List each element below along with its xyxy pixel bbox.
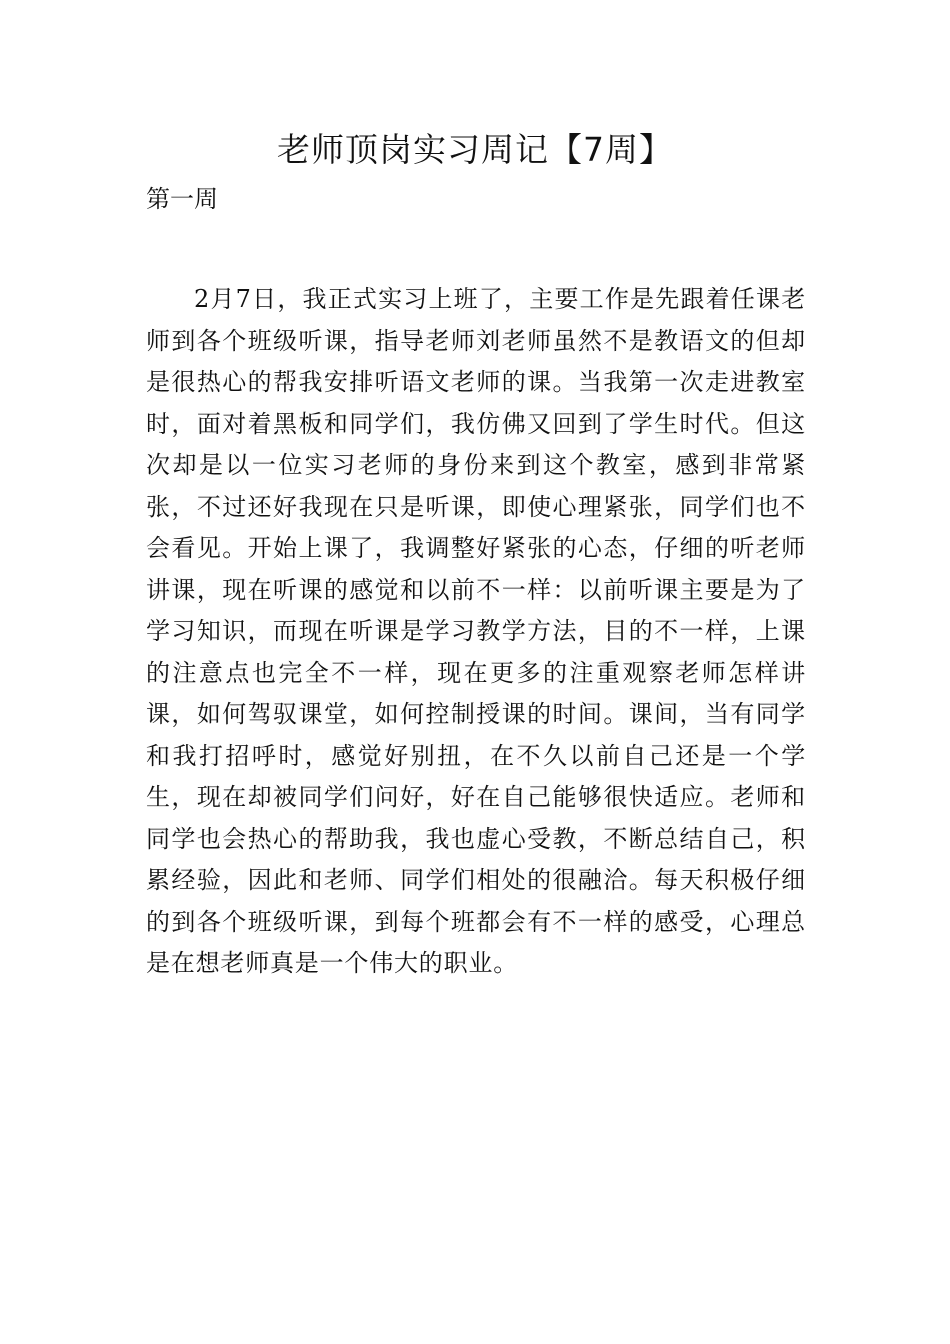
body-paragraph: 2月7日，我正式实习上班了，主要工作是先跟着任课老师到各个班级听课，指导老师刘老师虽然不是教语文的但却是很热心的帮我安排听语文老师的课。当我第一次走进教室时，面对着黑板和同学们，我仿佛又回到了学生时代。但这次却是以一位实习老师的身份来到这个教室，感到非常紧张，不过还好我现在只是听课，即使心理紧张，同学们也不会看见。开始上课了，我调整好紧张的心态，仔细的听老师讲课，现在听课的感觉和以前不一样：以前听课主要是为了学习知识，而现在听课是学习教学方法，目的不一样，上课的注意点也完全不一样，现在更多的注重观察老师怎样讲课，如何驾驭课堂，如何控制授课的时间。课间，当有同学和我打招呼时，感觉好别扭，在不久以前自己还是一个学生，现在却被同学们问好，好在自己能够很快适应。老师和同学也会热心的帮助我，我也虚心受教，不断总结自己，积累经验，因此和老师、同学们相处的很融洽。每天积极仔细的到各个班级听课，到每个班都会有不一样的感受，心理总是在想老师真是一个伟大的职业。 [146, 285, 806, 977]
section-heading: 第一周 [146, 185, 218, 213]
document-title: 老师顶岗实习周记【7周】 [277, 130, 673, 169]
